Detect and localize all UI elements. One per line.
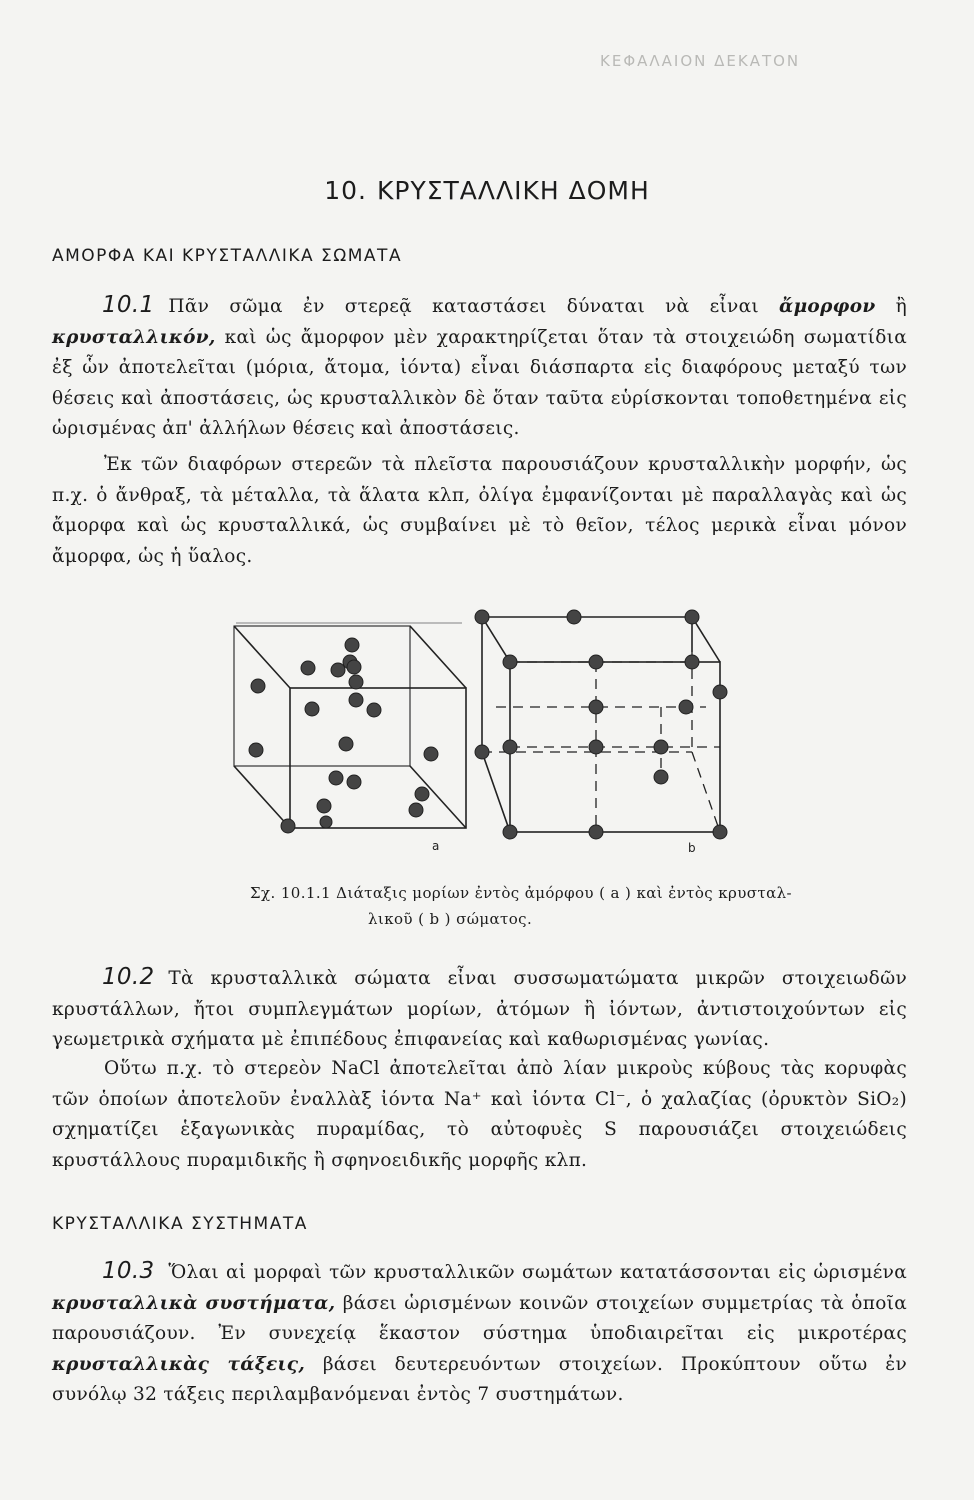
crystal-molecules: [475, 610, 727, 839]
molecule: [347, 775, 361, 789]
molecule: [475, 610, 489, 624]
chapter-heading: ΚΡΥΣΤΑΛΛΙΚΗ ΔΟΜΗ: [376, 176, 650, 205]
molecule: [685, 655, 699, 669]
molecule: [301, 661, 315, 675]
molecule: [249, 743, 263, 757]
molecule: [589, 655, 603, 669]
paragraph-10-1-continued: Ἐκ τῶν διαφόρων στερεῶν τὰ πλεῖστα παρουσιάζουν κρυσταλλικὴν μορφήν, ὡς π.χ. ὁ ἄνθραξ, τὰ μέταλλα, τὰ ἅλατα κλπ, ὀλίγα ἐμφανίζονται μὲ παραλλαγὰς καὶ ὡς ἄμορφα καὶ ὡς κρυσταλλικά, ὡς συμβαίνει μὲ τὸ θεῖον, τέλος μερικὰ εἶναι μόνον ἄμορφα, ὡς ἡ ὕαλος.: [52, 454, 907, 567]
molecule: [503, 825, 517, 839]
molecule: [345, 638, 359, 652]
paragraph-10-1: 10.1 Πᾶν σῶμα ἐν στερεᾷ καταστάσει δύναται νὰ εἶναι ἄμορφον ἢ κρυσταλλικόν, καὶ ὡς ἄμορφον μὲν χαρακτηρίζεται ὅταν τὰ στοιχειώδη σωματίδια ἐξ ὧν ἀποτελεῖται (μόρια, ἄτομα, ἰόντα) εἶναι διάσπαρτα εἰς διαφόρους μεταξύ των θέσεις καὶ ἀποστάσεις, ὡς κρυσταλλικὸν δὲ ὅταν ταῦτα εὑρίσκονται τοποθετημένα εἰς ὡρισμένας ἀπ' ἀλλήλων θέσεις καὶ ἀποστάσεις.: [52, 292, 907, 440]
paragraph-10-2-continued: Οὕτω π.χ. τὸ στερεὸν NaCl ἀποτελεῖται ἀπὸ λίαν μικροὺς κύβους τὰς κορυφὰς τῶν ὁποίων ἀποτελοῦν ἐναλλὰξ ἰόντα Na⁺ καὶ ἰόντα Cl⁻, ὁ χαλαζίας (ὀρυκτὸν SiO₂) σχηματίζει ἑξαγωνικὰς πυραμίδας, τὸ αὐτοφυὲς S παρουσιάζει στοιχειώδεις κρυστάλλους πυραμιδικῆς ἢ σφηνοειδικῆς μορφῆς κλπ.: [52, 1058, 907, 1171]
term-crystalline: κρυσταλλικόν,: [52, 326, 216, 348]
molecule: [305, 702, 319, 716]
molecule: [251, 679, 265, 693]
molecule: [713, 825, 727, 839]
molecule: [320, 816, 332, 828]
term-crystal-classes: κρυσταλλικὰς τάξεις,: [52, 1353, 306, 1375]
molecule: [654, 740, 668, 754]
term-amorphous: ἄμορφον: [779, 296, 876, 317]
cube-diagram: [226, 602, 746, 858]
molecule: [679, 700, 693, 714]
caption-line-1: Σχ. 10.1.1 Διάταξις μορίων ἐντὸς ἀμόρφου ( a ) καὶ ἐντὸς κρυσταλ-: [250, 884, 793, 902]
molecule: [589, 700, 603, 714]
molecule: [503, 740, 517, 754]
molecule: [475, 745, 489, 759]
paragraph-number: 10.3: [102, 1258, 155, 1284]
paragraph-10-2: 10.2 Τὰ κρυσταλλικὰ σώματα εἶναι συσσωματώματα μικρῶν στοιχειωδῶν κρυστάλλων, ἤτοι συμπλεγμάτων μορίων, ἀτόμων ἢ ἰόντων, ἀντιστοιχούντων εἰς γεωμετρικὰ σχήματα μὲ ἐπιπέδους ἐπιφανείας καὶ καθωρισμένας γωνίας.: [52, 964, 907, 1051]
running-head: ΚΕΦΑΛΑΙΟΝ ΔΕΚΑΤΟΝ: [600, 52, 801, 70]
section-heading-crystal-systems: ΚΡΥΣΤΑΛΛΙΚΑ ΣΥΣΤΗΜΑΤΑ: [52, 1214, 308, 1234]
molecule: [589, 740, 603, 754]
molecule: [685, 610, 699, 624]
figure-label-b: b: [688, 841, 696, 855]
molecule: [589, 825, 603, 839]
molecule: [349, 675, 363, 689]
section-heading-amorphous: ΑΜΟΡΦΑ ΚΑΙ ΚΡΥΣΤΑΛΛΙΚΑ ΣΩΜΑΤΑ: [52, 246, 403, 266]
paragraph-number: 10.2: [102, 964, 155, 990]
chapter-number: 10.: [324, 176, 367, 205]
molecule: [349, 693, 363, 707]
molecule: [347, 660, 361, 674]
molecule: [567, 610, 581, 624]
molecule: [503, 655, 517, 669]
molecule: [654, 770, 668, 784]
amorphous-cube-frame: [234, 622, 466, 828]
figure-label-a: a: [432, 839, 440, 853]
molecule: [415, 787, 429, 801]
molecule: [281, 819, 295, 833]
paragraph-number: 10.1: [102, 292, 155, 318]
caption-line-2: λικοῦ ( b ) σώματος.: [368, 910, 533, 928]
figure-caption: [250, 880, 830, 932]
term-crystal-systems: κρυσταλλικὰ συστήματα,: [52, 1292, 336, 1314]
molecule: [713, 685, 727, 699]
chapter-title: [0, 176, 974, 205]
molecule: [329, 771, 343, 785]
molecule: [339, 737, 353, 751]
molecule: [317, 799, 331, 813]
molecule: [424, 747, 438, 761]
molecule: [331, 663, 345, 677]
molecule: [409, 803, 423, 817]
figure-10-1-1: [226, 602, 746, 858]
crystal-cube-frame: [482, 617, 720, 832]
molecule: [367, 703, 381, 717]
paragraph-10-3: 10.3 Ὅλαι αἱ μορφαὶ τῶν κρυσταλλικῶν σωμάτων κατατάσσονται εἰς ὡρισμένα κρυσταλλικὰ συστήματα, βάσει ὡρισμένων κοινῶν στοιχείων συμμετρίας τὰ ὁποῖα παρουσιάζουν. Ἐν συνεχείᾳ ἕκαστον σύστημα ὑποδιαιρεῖται εἰς μικροτέρας κρυσταλλικὰς τάξεις, βάσει δευτερευόντων στοιχείων. Προκύπτουν οὕτω ἐν συνόλῳ 32 τάξεις περιλαμβανόμεναι ἐντὸς 7 συστημάτων.: [52, 1258, 907, 1406]
